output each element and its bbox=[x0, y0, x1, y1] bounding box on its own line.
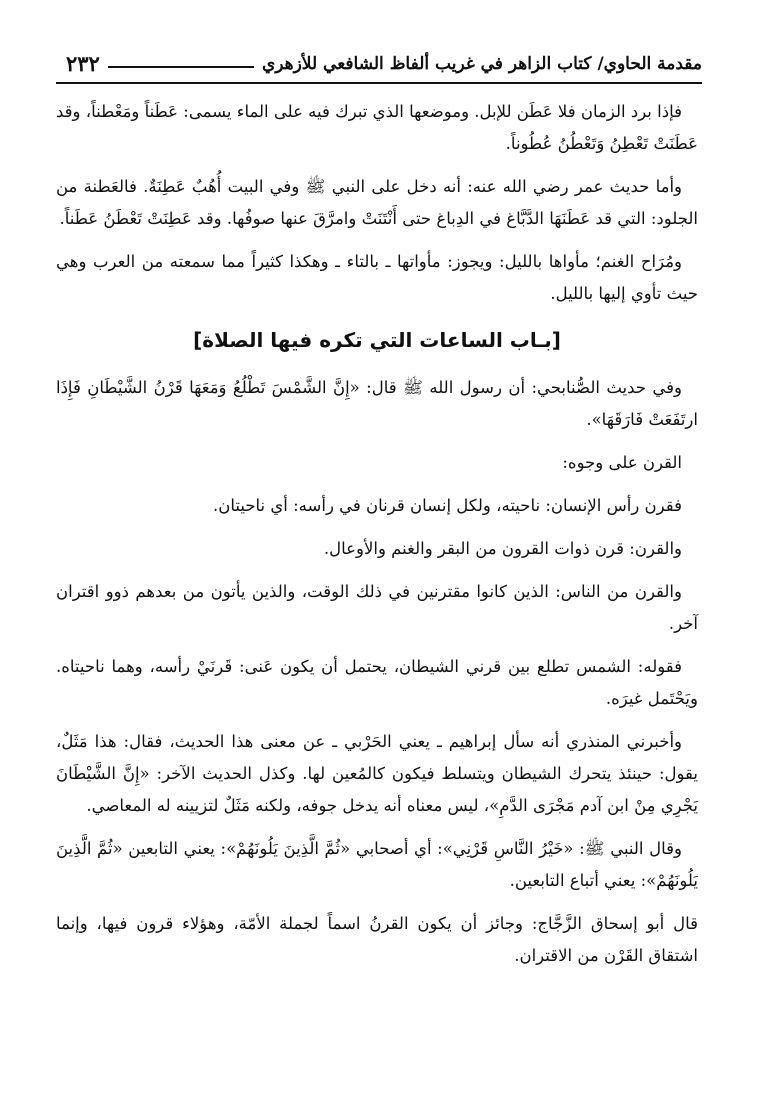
paragraph: وأما حديث عمر رضي الله عنه: أنه دخل على النبي ﷺ وفي البيت أُهُبٌ عَطِنَةٌ. فالعَطنة من الجلود: التي قد عَطَنَهَا الدَّبَّاغ في الدِباغ حتى أَنْتَنَتْ وامرَّقَ عنها صوفُها. وقد عَطِنَتْ تَعْطَنُ عَطَناً. bbox=[56, 177, 698, 228]
paragraph: القرن على وجوه: bbox=[562, 453, 682, 472]
running-title: مقدمة الحاوي/ كتاب الزاهر في غريب ألفاظ الشافعي للأزهري bbox=[261, 54, 702, 74]
paragraph: وأخبرني المنذري أنه سأل إبراهيم ـ يعني الحَرْبي ـ عن معنى هذا الحديث، فقال: هذا مَثَلٌ، يقول: حينئذ يتحرك الشيطان ويتسلط فيكون كالمُعين لها. وكذل الحديث الآخر: «إِنَّ الشَّيْطَانَ يَجْرِي مِنْ ابن آدم مَجْرَى الدَّمِ»، ليس معناه أنه يدخل جوفه، ولكنه مَثَلٌ لتزيينه له المعاصي. bbox=[56, 732, 698, 815]
paragraph: والقرن: قرن ذوات القرون من البقر والغنم والأوعال. bbox=[323, 539, 682, 558]
paragraph: قال أبو إسحاق الزَّجَّاج: وجائز أن يكون القرنُ اسماً لجملة الأمّة، وهؤلاء قرون فيها، وإنما اشتقاق القَرْن من الاقتران. bbox=[56, 914, 698, 965]
page-number: ٢٣٢ bbox=[66, 51, 100, 76]
page-body bbox=[56, 96, 698, 983]
page-header bbox=[56, 46, 702, 84]
paragraph: ومُرَاح الغنم؛ مأواها بالليل: ويجوز: مأواتها ـ بالتاء ـ وهكذا كثيراً مما سمعته من العرب وهي حيث تأوي إليها بالليل. bbox=[56, 252, 698, 303]
paragraph: فإذا برد الزمان فلا عَطَن للإبل. وموضعها الذي تبرك فيه على الماء يسمى: عَطَناً ومَعْطناً، وقد عَطَنَتْ تَعْطِنُ وَتَعْطُنُ عُطُوناً. bbox=[56, 102, 698, 153]
paragraph: والقرن من الناس: الذين كانوا مقترنين في ذلك الوقت، والذين يأتون من بعدهم ذوو اقتران آخر. bbox=[56, 582, 698, 633]
section-heading: [بـاب الساعات التي تكره فيها الصلاة] bbox=[193, 328, 561, 352]
paragraph: وفي حديث الصُّنابحي: أن رسول الله ﷺ قال: «إِنَّ الشَّمْسَ تَطْلُعُ وَمَعَهَا قَرْنُ الشَّيْطَانِ فَإِذَا ارتَفَعَتْ فَارَقَهَا». bbox=[56, 378, 698, 429]
paragraph: فقوله: الشمس تطلع بين قرني الشيطان، يحتمل أن يكون عَنى: قَرنَيْ رأسه، وهما ناحيتاه. ويَحْتَمل غيرَه. bbox=[56, 657, 698, 708]
paragraph: وقال النبي ﷺ: «خَيْرُ النَّاسِ قَرْنِي»: أي أصحابي «ثُمَّ الَّذِينَ يَلُونَهُمْ»: يعني التابعين «ثُمَّ الَّذِينَ يَلُونَهُمْ»: يعني أتباع التابعين. bbox=[56, 839, 698, 890]
paragraph: فقرن رأس الإنسان: ناحيته، ولكل إنسان قرنان في رأسه: أي ناحيتان. bbox=[212, 496, 682, 515]
header-rule bbox=[108, 66, 254, 68]
